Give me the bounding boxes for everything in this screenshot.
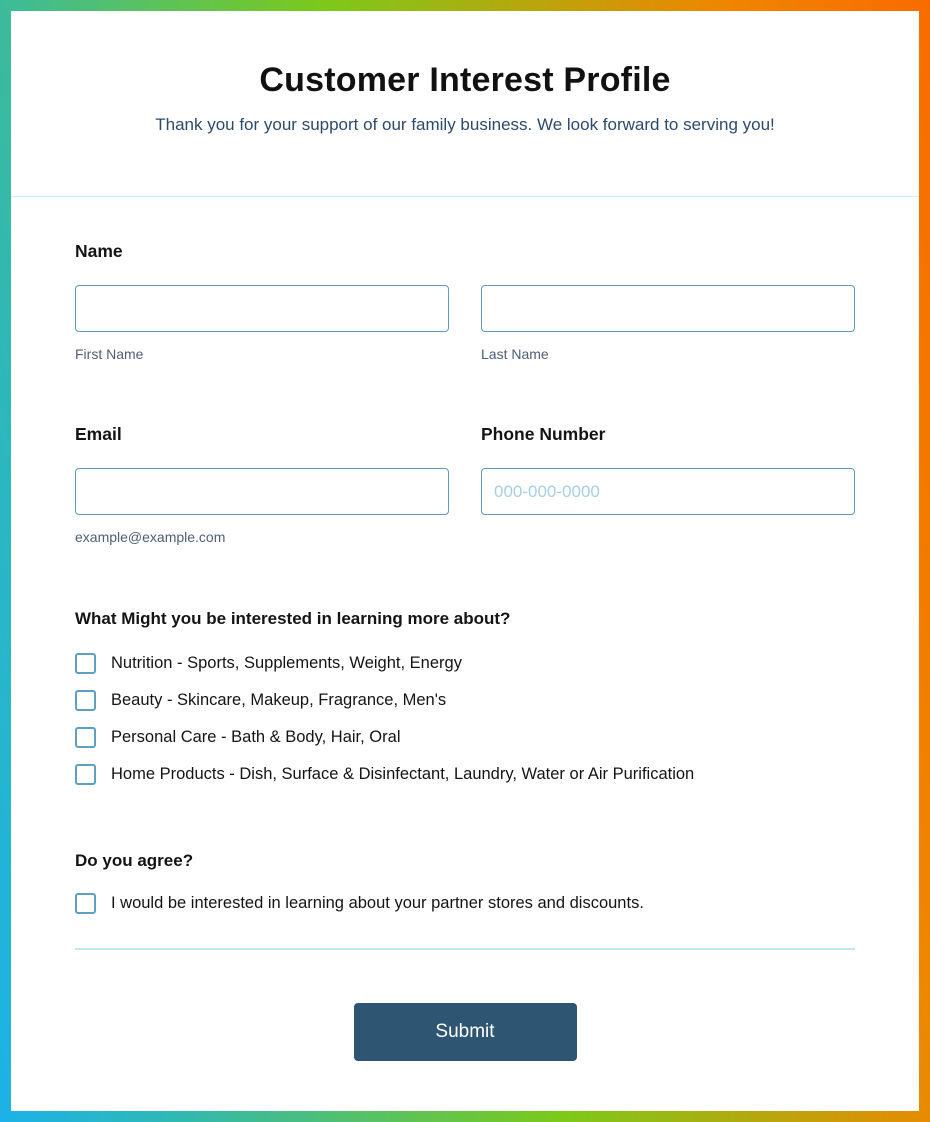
contact-section [75, 424, 855, 545]
option-label: Personal Care - Bath & Body, Hair, Oral [111, 728, 401, 746]
email-input[interactable] [75, 468, 449, 515]
form-header [11, 11, 919, 197]
form-footer [11, 965, 919, 1111]
nutrition-checkbox[interactable] [75, 653, 96, 674]
interest-option-nutrition[interactable] [75, 653, 855, 674]
interests-question: What Might you be interested in learning more about? [75, 609, 511, 628]
agreement-section [75, 851, 855, 914]
agreement-question: Do you agree? [75, 851, 194, 870]
last-name-input[interactable] [481, 285, 855, 332]
home-products-checkbox[interactable] [75, 764, 96, 785]
page-title: Customer Interest Profile [259, 61, 671, 99]
phone-input[interactable] [481, 468, 855, 515]
agreement-options [75, 893, 855, 914]
form-page [11, 11, 919, 1111]
option-label: I would be interested in learning about your partner stores and discounts. [111, 894, 644, 912]
phone-label: Phone Number [481, 424, 606, 444]
personal-care-checkbox[interactable] [75, 727, 96, 748]
first-name-sublabel: First Name [75, 346, 144, 362]
option-label: Nutrition - Sports, Supplements, Weight, Energy [111, 654, 462, 672]
option-label: Home Products - Dish, Surface & Disinfectant, Laundry, Water or Air Purification [111, 765, 695, 783]
agreement-checkbox[interactable] [75, 893, 96, 914]
interest-option-home-products[interactable] [75, 764, 855, 785]
email-label: Email [75, 424, 122, 444]
interests-section [75, 609, 855, 785]
agreement-option-partner-stores[interactable] [75, 893, 855, 914]
name-label: Name [75, 241, 123, 261]
submit-button[interactable]: Submit [354, 1003, 577, 1061]
email-sublabel: example@example.com [75, 529, 226, 545]
interest-option-personal-care[interactable] [75, 727, 855, 748]
last-name-sublabel: Last Name [481, 346, 549, 362]
interests-options [75, 653, 855, 785]
beauty-checkbox[interactable] [75, 690, 96, 711]
footer-separator [75, 948, 855, 950]
name-section [75, 241, 855, 362]
first-name-input[interactable] [75, 285, 449, 332]
page-subtitle: Thank you for your support of our family business. We look forward to serving you! [155, 115, 775, 134]
option-label: Beauty - Skincare, Makeup, Fragrance, Men's [111, 691, 447, 709]
form-body [11, 197, 919, 965]
interest-option-beauty[interactable] [75, 690, 855, 711]
